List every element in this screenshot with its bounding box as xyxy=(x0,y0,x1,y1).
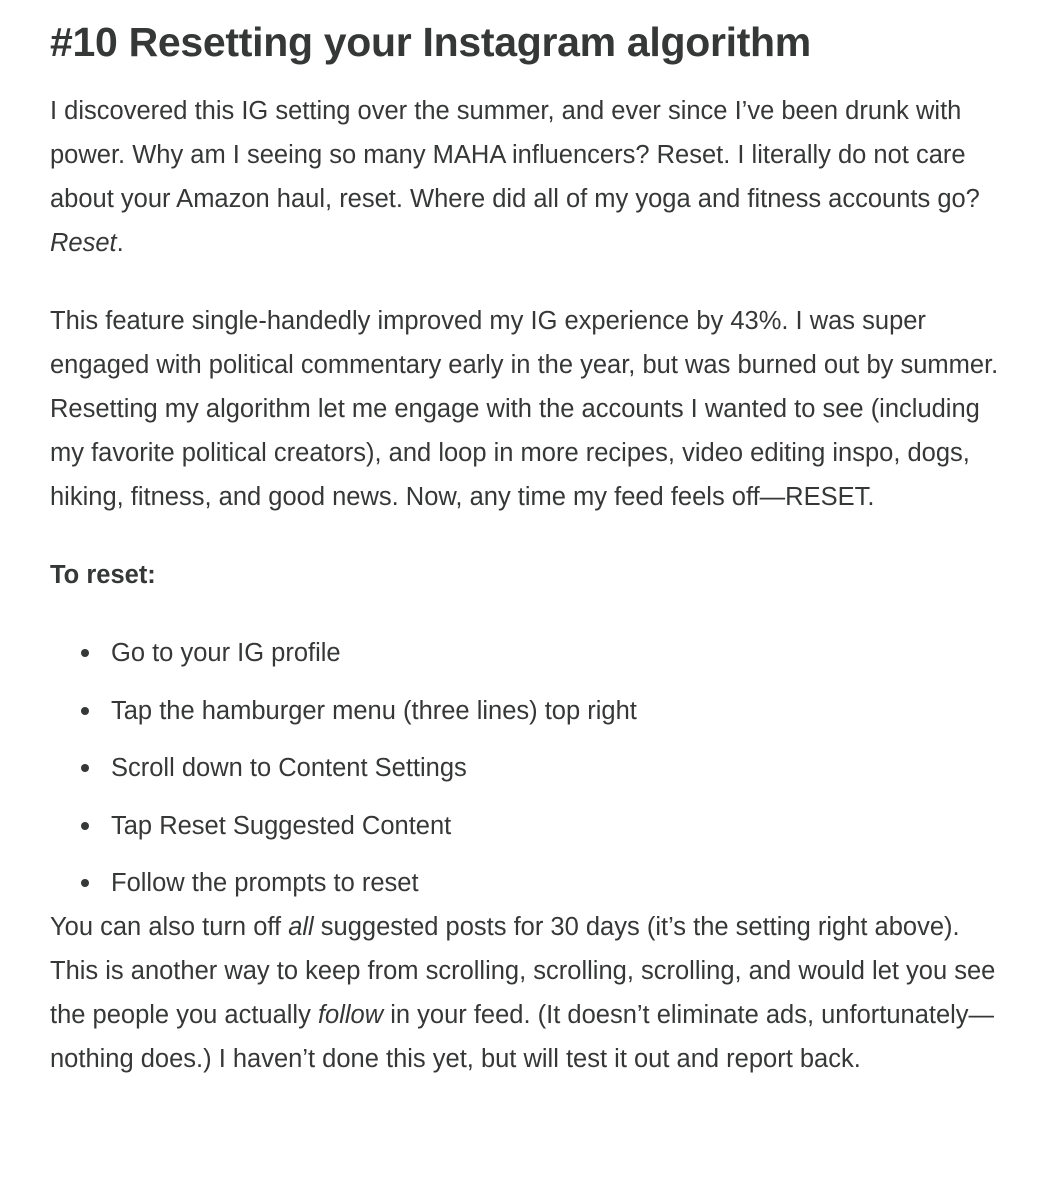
list-item xyxy=(50,746,999,790)
paragraph-feature: This feature single-handedly improved my IG experience by 43%. I was super engaged with political commentary early in the year, but was burned out by summer. Resetting my algorithm let me engage with the accounts I wanted to see (including my favorite political creators), and loop in more recipes, video editing inspo, dogs, hiking, fitness, and good news. Now, any time my feed feels off—RESET. xyxy=(50,307,999,511)
reset-steps-list xyxy=(50,631,999,905)
paragraph-discovery-end: . xyxy=(116,229,124,257)
bullet-icon xyxy=(81,707,89,715)
bullet-icon xyxy=(81,879,89,887)
step-text: Go to your IG profile xyxy=(111,639,341,667)
step-text: Tap the hamburger menu (three lines) top right xyxy=(111,696,637,725)
reset-heading: To reset: xyxy=(50,561,156,589)
bullet-icon xyxy=(81,822,89,830)
list-item xyxy=(50,631,999,675)
list-item xyxy=(50,689,999,733)
paragraph-suggested-italic-follow: follow xyxy=(317,1001,384,1029)
step-text: Scroll down to Content Settings xyxy=(111,754,467,782)
step-text: Tap Reset Suggested Content xyxy=(111,811,452,840)
list-item xyxy=(50,861,999,905)
paragraph-discovery-italic: Reset xyxy=(50,229,117,257)
paragraph-suggested-part2: suggested posts for 30 days (it’s the setting right above). This is another way to keep from scrolling, scrolling, scrolling, and would let you see the people you actually xyxy=(50,913,996,1029)
bullet-icon xyxy=(81,649,89,657)
paragraph-discovery xyxy=(50,89,999,265)
step-text: Follow the prompts to reset xyxy=(111,869,419,897)
article-section-title: #10 Resetting your Instagram algorithm xyxy=(50,19,811,65)
paragraph-suggested-italic-all: all xyxy=(288,913,314,941)
paragraph-discovery-text: I discovered this IG setting over the summer, and ever since I’ve been drunk with power. Why am I seeing so many MAHA influencers? Reset. I literally do not care about your Amazon haul, reset. Where did all of my yoga and fitness accounts go? xyxy=(50,97,980,213)
paragraph-suggested-part1: You can also turn off xyxy=(50,913,289,941)
paragraph-suggested-posts xyxy=(50,905,999,1081)
list-item xyxy=(50,804,999,848)
paragraph-suggested-part3: in your feed. (It doesn’t eliminate ads, unfortunately—nothing does.) I haven’t done this yet, but will test it out and report back. xyxy=(50,1001,995,1073)
bullet-icon xyxy=(81,764,89,772)
